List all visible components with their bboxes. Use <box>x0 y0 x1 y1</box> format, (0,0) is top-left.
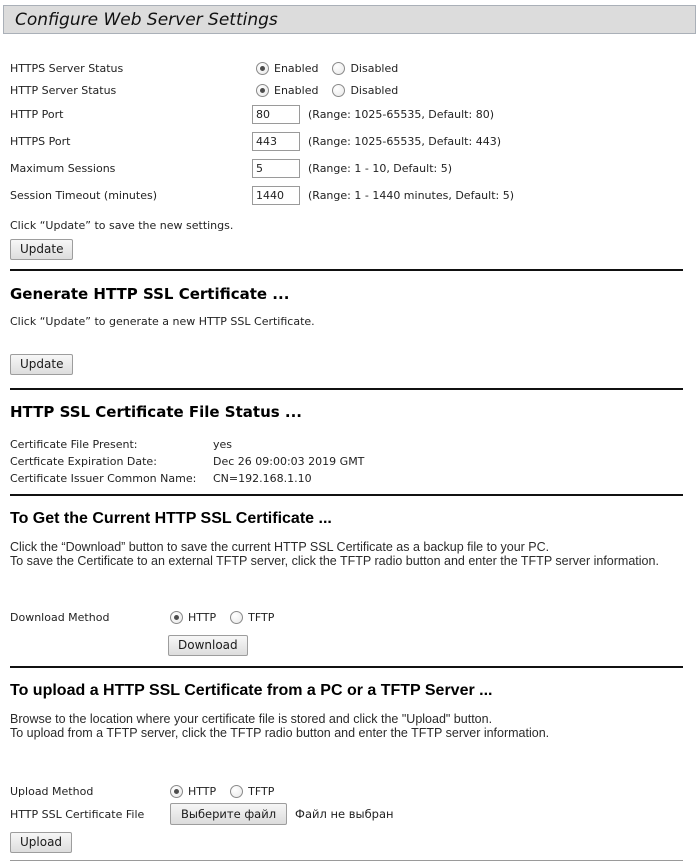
form-row-session-timeout <box>10 182 689 209</box>
status-row-issuer-common-name <box>10 470 689 487</box>
http-status-enabled-radio[interactable] <box>256 84 269 97</box>
status-label: Certificate File Present: <box>10 438 138 451</box>
upload-method-row <box>10 780 689 802</box>
field-label: Session Timeout (minutes) <box>10 189 158 202</box>
field-label: HTTP Server Status <box>10 83 117 97</box>
download-method-http-radio[interactable] <box>170 611 183 624</box>
status-row-file-present <box>10 436 689 453</box>
field-label: Maximum Sessions <box>10 162 116 175</box>
field-label: Download Method <box>10 610 110 624</box>
file-chosen-status: Файл не выбран <box>295 807 394 821</box>
download-instructions <box>10 541 689 568</box>
upload-method-tftp-radio[interactable] <box>230 785 243 798</box>
field-hint: (Range: 1 - 10, Default: 5) <box>308 162 452 175</box>
form-row-https-server-status <box>10 57 689 79</box>
field-label: HTTPS Server Status <box>10 61 124 75</box>
radio-label: Disabled <box>350 83 399 97</box>
web-server-settings-form <box>10 57 689 209</box>
radio-label: TFTP <box>248 784 275 798</box>
http-port-input[interactable] <box>252 105 300 124</box>
status-label: Certificate Issuer Common Name: <box>10 472 197 485</box>
field-label: Upload Method <box>10 784 94 798</box>
upload-method-http-radio[interactable] <box>170 785 183 798</box>
certificate-file-row <box>10 802 689 826</box>
radio-label: Disabled <box>350 61 399 75</box>
field-hint: (Range: 1025-65535, Default: 80) <box>308 108 494 121</box>
generate-certificate-note: Click “Update” to generate a new HTTP SSL Certificate. <box>10 315 315 328</box>
form-row-http-server-status <box>10 79 689 101</box>
form-row-http-port <box>10 101 689 128</box>
upload-instruction-line: Browse to the location where your certificate file is stored and click the "Upload" button. <box>10 712 493 726</box>
form-row-maximum-sessions <box>10 155 689 182</box>
section-divider <box>10 666 683 668</box>
settings-save-note: Click “Update” to save the new settings. <box>10 219 234 232</box>
settings-update-button[interactable]: Update <box>10 239 73 260</box>
status-row-expiration-date <box>10 453 689 470</box>
field-hint: (Range: 1 - 1440 minutes, Default: 5) <box>308 189 515 202</box>
upload-instruction-line: To upload from a TFTP server, click the TFTP radio button and enter the TFTP server information. <box>10 725 550 740</box>
section-divider <box>10 388 683 390</box>
page-title: Configure Web Server Settings <box>15 10 278 30</box>
page-title-bar <box>3 5 696 34</box>
status-value: yes <box>213 438 233 451</box>
certificate-status-heading: HTTP SSL Certificate File Status ... <box>10 403 302 421</box>
upload-instructions <box>10 713 689 740</box>
session-timeout-input[interactable] <box>252 186 300 205</box>
generate-certificate-heading: Generate HTTP SSL Certificate ... <box>10 285 290 303</box>
field-label: HTTP SSL Certificate File <box>10 807 145 821</box>
maximum-sessions-input[interactable] <box>252 159 300 178</box>
radio-label: HTTP <box>188 610 217 624</box>
choose-file-button[interactable]: Выберите файл <box>170 803 287 825</box>
download-instruction-line: Click the “Download” button to save the current HTTP SSL Certificate as a backup file to your PC. <box>10 540 550 554</box>
status-value: CN=192.168.1.10 <box>213 472 312 485</box>
generate-update-button[interactable]: Update <box>10 354 73 375</box>
field-label: HTTPS Port <box>10 135 71 148</box>
certificate-status-list <box>10 436 689 487</box>
http-status-disabled-radio[interactable] <box>332 84 345 97</box>
https-port-input[interactable] <box>252 132 300 151</box>
section-divider <box>10 269 683 271</box>
download-certificate-heading: To Get the Current HTTP SSL Certificate ... <box>10 510 332 527</box>
https-status-disabled-radio[interactable] <box>332 62 345 75</box>
upload-button[interactable]: Upload <box>10 832 72 853</box>
radio-label: Enabled <box>274 61 319 75</box>
download-button[interactable]: Download <box>168 635 248 656</box>
radio-label: HTTP <box>188 784 217 798</box>
radio-label: TFTP <box>248 610 275 624</box>
upload-certificate-heading: To upload a HTTP SSL Certificate from a PC or a TFTP Server ... <box>10 682 493 699</box>
status-label: Certficate Expiration Date: <box>10 455 157 468</box>
radio-label: Enabled <box>274 83 319 97</box>
https-status-enabled-radio[interactable] <box>256 62 269 75</box>
download-instruction-line: To save the Certificate to an external TFTP server, click the TFTP radio button and enter the TFTP server information. <box>10 553 659 568</box>
form-row-https-port <box>10 128 689 155</box>
field-hint: (Range: 1025-65535, Default: 443) <box>308 135 501 148</box>
download-method-tftp-radio[interactable] <box>230 611 243 624</box>
field-label: HTTP Port <box>10 108 64 121</box>
download-method-row <box>10 606 689 628</box>
section-divider <box>10 494 683 496</box>
status-value: Dec 26 09:00:03 2019 GMT <box>213 455 365 468</box>
